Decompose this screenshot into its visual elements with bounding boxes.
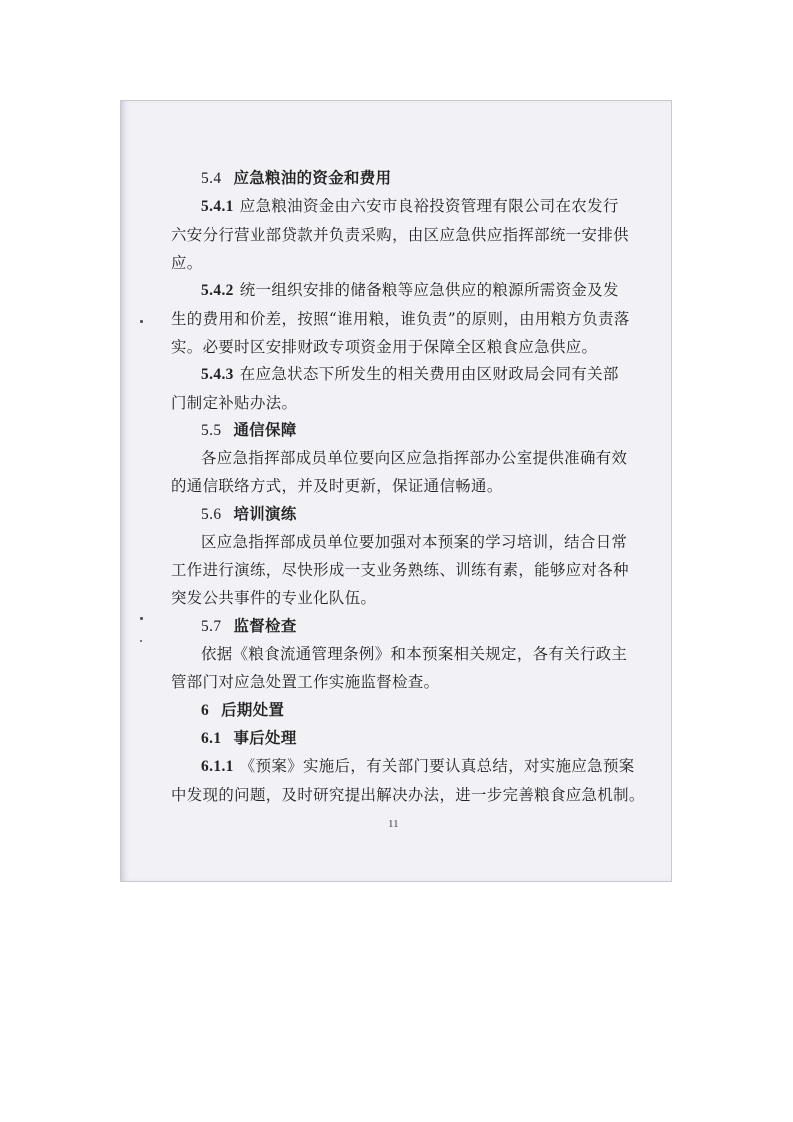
paragraph-line <box>171 276 641 305</box>
section-heading-5-6 <box>171 500 671 529</box>
paragraph-line: 管部门对应急处置工作实施监督检查。 <box>171 673 440 691</box>
chapter-heading-6 <box>171 696 671 725</box>
section-title: 监督检查 <box>233 617 297 635</box>
paragraph-line: 工作进行演练，尽快形成一支业务熟练、训练有素，能够应对各种 <box>171 561 629 579</box>
section-number: 5.7 <box>201 618 222 635</box>
scan-speck <box>140 617 143 620</box>
section-title: 培训演练 <box>233 505 297 523</box>
scan-speck <box>140 640 142 642</box>
clause-number: 5.4.3 <box>201 366 234 383</box>
paragraph-line: 区应急指挥部成员单位要加强对本预案的学习培训，结合日常 <box>201 533 628 551</box>
paragraph-5-7 <box>171 640 641 696</box>
paragraph-line: 生的费用和价差，按照“谁用粮，谁负责”的原则，由用粮方负责落 <box>171 310 630 328</box>
section-title: 通信保障 <box>233 421 297 439</box>
paragraph-line: 中发现的问题，及时研究提出解决办法，进一步完善粮食应急机制。 <box>171 786 645 804</box>
paragraph-line: 依据《粮食流通管理条例》和本预案相关规定，各有关行政主 <box>201 645 628 663</box>
section-heading-5-4 <box>171 164 671 193</box>
section-number: 5.5 <box>201 422 222 439</box>
section-title: 应急粮油的资金和费用 <box>233 169 392 187</box>
section-title: 事后处理 <box>233 729 297 747</box>
paragraph-5-4-3 <box>171 360 641 417</box>
paragraph-text: 在应急状态下所发生的相关费用由区财政局会同有关部 <box>239 365 619 383</box>
paragraph-text: 统一组织安排的储备粮等应急供应的粮源所需资金及发 <box>239 281 619 299</box>
paragraph-line: 六安分行营业部贷款并负责采购，由区应急供应指挥部统一安排供 <box>171 226 629 244</box>
section-number: 5.6 <box>201 506 222 523</box>
paragraph-line <box>171 360 641 389</box>
chapter-number: 6 <box>201 702 210 719</box>
paragraph-line <box>171 192 641 221</box>
clause-number: 6.1.1 <box>201 758 234 775</box>
paragraph-line: 实。必要时区安排财政专项资金用于保障全区粮食应急供应。 <box>171 338 598 356</box>
clause-number: 5.4.1 <box>201 198 234 215</box>
paragraph-6-1-1 <box>171 752 645 809</box>
paragraph-line: 应。 <box>171 254 203 272</box>
section-heading-6-1 <box>171 724 671 753</box>
section-number: 6.1 <box>201 730 222 747</box>
scan-speck <box>140 320 143 323</box>
section-number: 5.4 <box>201 170 222 187</box>
paragraph-line: 的通信联络方式，并及时更新，保证通信畅通。 <box>171 477 503 495</box>
chapter-title: 后期处置 <box>221 701 285 719</box>
paragraph-5-6 <box>171 528 641 612</box>
paragraph-text: 应急粮油资金由六安市良裕投资管理有限公司在农发行 <box>239 197 619 215</box>
paragraph-line: 突发公共事件的专业化队伍。 <box>171 589 377 607</box>
page-number: 11 <box>388 818 399 830</box>
paragraph-line: 各应急指挥部成员单位要向区应急指挥部办公室提供准确有效 <box>201 449 628 467</box>
paragraph-line: 门制定补贴办法。 <box>171 394 298 412</box>
clause-number: 5.4.2 <box>201 282 234 299</box>
paragraph-5-4-1 <box>171 192 641 277</box>
paragraph-5-4-2 <box>171 276 641 361</box>
paragraph-line <box>171 752 641 781</box>
paragraph-5-5 <box>171 444 641 500</box>
paragraph-text: 《预案》实施后，有关部门要认真总结，对实施应急预案 <box>239 757 635 775</box>
section-heading-5-7 <box>171 612 671 641</box>
section-heading-5-5 <box>171 416 671 445</box>
